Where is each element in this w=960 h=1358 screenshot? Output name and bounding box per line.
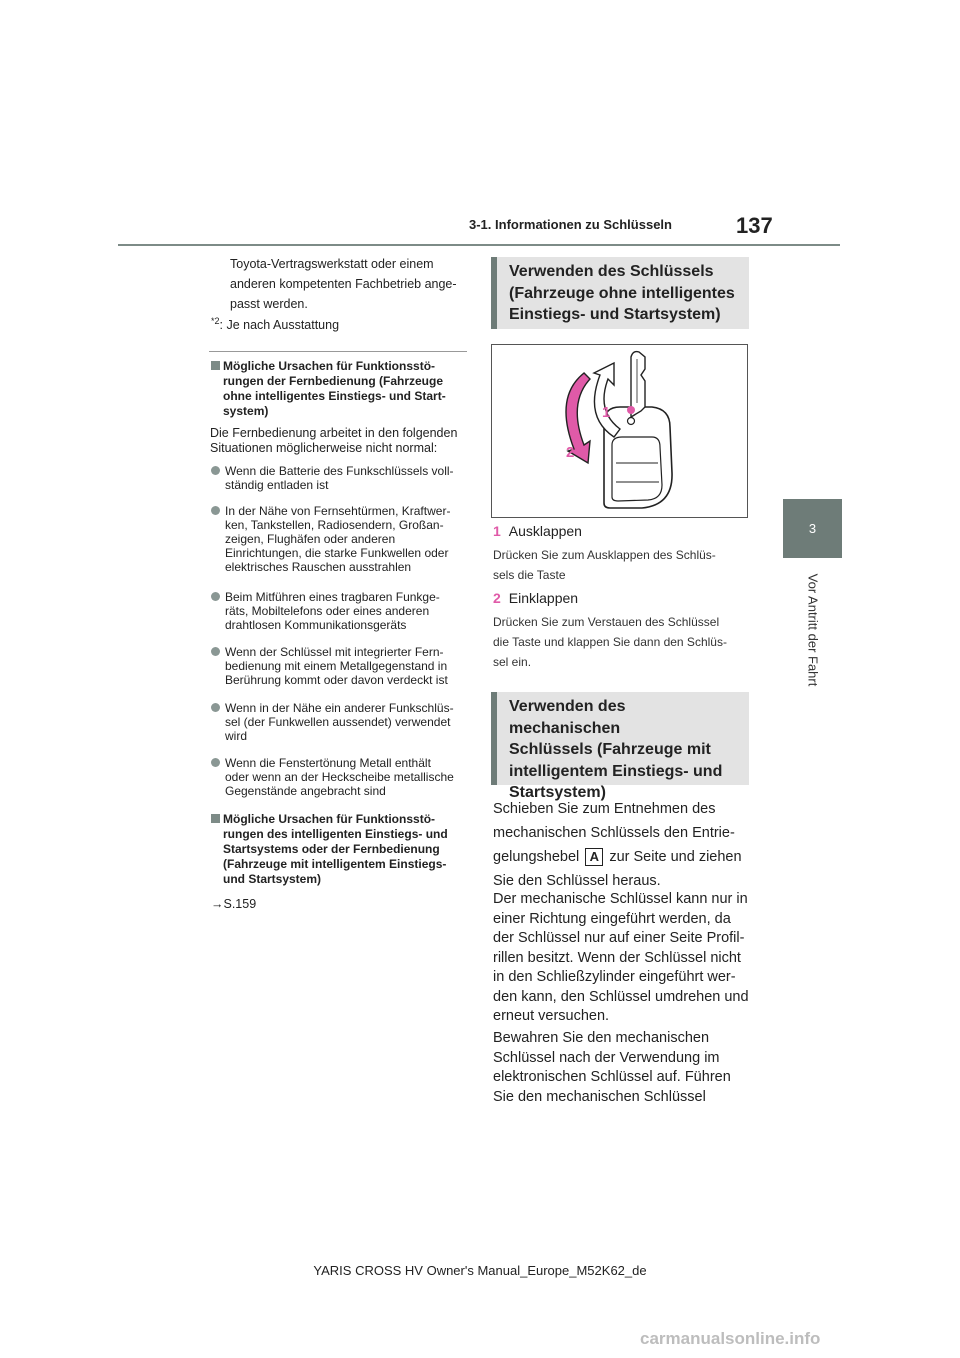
text-line: Beim Mitführen eines tragbaren Funkge- bbox=[225, 590, 440, 604]
unfold-arrow-icon bbox=[594, 363, 620, 437]
flip-key-figure bbox=[492, 345, 747, 517]
step-title: Ausklappen bbox=[508, 523, 582, 539]
heading-line: system) bbox=[223, 404, 269, 418]
section-title: 3-1. Informationen zu Schlüsseln bbox=[469, 217, 672, 232]
button-highlight-icon bbox=[627, 406, 635, 414]
figure-label-2: 2 bbox=[566, 444, 575, 461]
chapter-tab: 3 bbox=[783, 499, 842, 558]
header-rule bbox=[118, 244, 840, 246]
text-line: sels die Taste bbox=[493, 568, 566, 582]
step-number: 2 bbox=[493, 590, 501, 606]
text-line: ken, Tankstellen, Radiosendern, Großan- bbox=[225, 518, 444, 532]
heading-line: Verwenden des Schlüssels bbox=[509, 263, 714, 280]
text-line: erneut versuchen. bbox=[493, 1008, 610, 1024]
chapter-label-text: Vor Antritt der Fahrt bbox=[805, 573, 821, 687]
text-line: Toyota-Vertragswerkstatt oder einem bbox=[230, 257, 434, 271]
page-number: 137 bbox=[736, 213, 773, 238]
list-item bbox=[211, 464, 467, 492]
section-box-heading bbox=[491, 692, 749, 801]
text-line: Drücken Sie zum Ausklappen des Schlüs- bbox=[493, 548, 716, 562]
text-line: ständig entladen ist bbox=[225, 478, 329, 492]
heading-line: ohne intelligentes Einstiegs- und Start- bbox=[223, 389, 446, 403]
document-footer: YARIS CROSS HV Owner's Manual_Europe_M52K62_de bbox=[313, 1263, 647, 1278]
heading-line: Einstiegs- und Startsystem) bbox=[509, 306, 721, 323]
figure-label-1: 1 bbox=[602, 404, 611, 421]
heading-line: Startsystem) bbox=[509, 784, 606, 801]
text-line: Einrichtungen, die starke Funkwellen oder bbox=[225, 546, 449, 560]
list-item bbox=[211, 756, 467, 798]
subsection-heading bbox=[211, 812, 467, 887]
text-line: der Schlüssel nur auf einer Seite Profil- bbox=[493, 930, 745, 946]
chapter-label bbox=[773, 560, 853, 700]
heading-line: rungen des intelligenten Einstiegs- und bbox=[223, 827, 448, 841]
text-line: rillen besitzt. Wenn der Schlüssel nicht bbox=[493, 949, 741, 966]
text-line: elektrisches Rauschen ausstrahlen bbox=[225, 560, 412, 574]
text-line: Wenn die Fenstertönung Metall enthält bbox=[225, 756, 431, 770]
subsection-heading bbox=[211, 359, 467, 419]
label-a-icon: A bbox=[585, 848, 603, 866]
text-line: wird bbox=[225, 729, 248, 743]
text-line: die Taste und klappen Sie dann den Schlüs- bbox=[493, 635, 727, 649]
text-line: Gegenstände angebracht sind bbox=[225, 784, 386, 798]
page-reference: →S.159 bbox=[211, 897, 257, 911]
heading-line: intelligentem Einstiegs- und bbox=[509, 762, 723, 780]
intro-paragraph bbox=[210, 426, 468, 456]
text-line: elektronischen Schlüssel auf. Führen bbox=[493, 1069, 731, 1085]
text-line: Sie den Schlüssel heraus. bbox=[493, 873, 661, 889]
step-title: Einklappen bbox=[508, 590, 579, 606]
step-1-description bbox=[493, 545, 751, 585]
text-line: den kann, den Schlüssel umdrehen und bbox=[493, 988, 749, 1005]
bullet-dot-icon bbox=[211, 506, 220, 515]
step-2-description bbox=[493, 612, 751, 672]
bullet-dot-icon bbox=[211, 703, 220, 712]
text-fragment: gelungshebel bbox=[493, 849, 580, 865]
heading-line: und Startsystem) bbox=[223, 872, 322, 886]
section-divider bbox=[209, 351, 467, 352]
text-line: Berührung kommt oder davon verdeckt ist bbox=[225, 673, 448, 687]
text-line: oder wenn an der Heckscheibe metallische bbox=[225, 770, 454, 784]
bullet-dot-icon bbox=[211, 758, 220, 767]
text-line: mechanischen Schlüssels den Entrie- bbox=[493, 825, 735, 841]
text-line: Die Fernbedienung arbeitet in den folgenden bbox=[210, 426, 458, 440]
section-box-heading bbox=[491, 257, 749, 329]
text-line: Der mechanische Schlüssel kann nur in bbox=[493, 891, 748, 907]
heading-line: Mögliche Ursachen für Funktionsstö- bbox=[223, 359, 436, 373]
text-line: Bewahren Sie den mechanischen bbox=[493, 1030, 710, 1046]
heading-line: rungen der Fernbedienung (Fahrzeuge bbox=[223, 374, 444, 388]
heading-line: (Fahrzeuge ohne intelligentes bbox=[509, 284, 735, 302]
footnote-marker: *2 bbox=[211, 316, 220, 326]
continuation-text bbox=[230, 254, 457, 314]
text-fragment: zur Seite und ziehen bbox=[609, 849, 742, 865]
watermark: carmanualsonline.info bbox=[640, 1329, 821, 1348]
paragraph-insert-key bbox=[493, 890, 755, 1027]
text-line: Sie den mechanischen Schlüssel bbox=[493, 1088, 706, 1105]
key-fob-body bbox=[604, 407, 672, 508]
paragraph-store-key bbox=[493, 1029, 755, 1107]
text-line: Wenn die Batterie des Funkschlüssels voll- bbox=[225, 464, 454, 478]
bullet-dot-icon bbox=[211, 647, 220, 656]
heading-line: Startsystems oder der Fernbedienung bbox=[223, 842, 440, 856]
text-line: drahtlosen Kommunikationsgeräts bbox=[225, 618, 407, 632]
square-bullet-icon bbox=[211, 361, 220, 370]
text-line: anderen kompetenten Fachbetrieb ange- bbox=[230, 277, 457, 291]
text-line: Schlüssel nach der Verwendung im bbox=[493, 1049, 720, 1066]
text-line: Wenn in der Nähe ein anderer Funkschlüs- bbox=[225, 701, 454, 715]
step-number: 1 bbox=[493, 523, 501, 539]
text-line: Situationen möglicherweise nicht normal: bbox=[210, 441, 438, 455]
text-line bbox=[493, 845, 755, 869]
text-line: Wenn der Schlüssel mit integrierter Fern- bbox=[225, 645, 444, 659]
text-line: bedienung mit einem Metallgegenstand in bbox=[225, 659, 448, 673]
text-line: passt werden. bbox=[230, 297, 308, 311]
text-line: sel (der Funkwellen aussendet) verwendet bbox=[225, 715, 451, 729]
square-bullet-icon bbox=[211, 814, 220, 823]
text-line: in den Schließzylinder eingeführt wer- bbox=[493, 969, 736, 985]
heading-line: Mögliche Ursachen für Funktionsstö- bbox=[223, 812, 436, 826]
step-2 bbox=[493, 590, 578, 606]
text-line: Drücken Sie zum Verstauen des Schlüssel bbox=[493, 615, 720, 629]
text-line: In der Nähe von Fernsehtürmen, Kraftwer- bbox=[225, 504, 451, 518]
heading-line: Schlüssels (Fahrzeuge mit bbox=[509, 741, 711, 758]
heading-line: (Fahrzeuge mit intelligentem Einstiegs- bbox=[223, 857, 447, 871]
text-line: räts, Mobiltelefons oder eines anderen bbox=[225, 604, 430, 618]
text-line: zeigen, Flughäfen oder anderen bbox=[225, 532, 396, 546]
bullet-dot-icon bbox=[211, 466, 220, 475]
step-1 bbox=[493, 523, 582, 539]
paragraph-remove-key bbox=[493, 797, 755, 893]
text-line: Schieben Sie zum Entnehmen des bbox=[493, 801, 716, 817]
text-line: einer Richtung eingeführt werden, da bbox=[493, 910, 731, 927]
list-item bbox=[211, 645, 467, 687]
list-item bbox=[211, 701, 467, 743]
key-illustration bbox=[491, 344, 748, 518]
list-item bbox=[211, 504, 467, 574]
heading-line: Verwenden des mechanischen bbox=[509, 698, 626, 737]
footnote bbox=[211, 316, 339, 332]
text-line: sel ein. bbox=[493, 655, 532, 669]
footnote-text: : Je nach Ausstattung bbox=[219, 318, 340, 333]
list-item bbox=[211, 590, 467, 632]
bullet-dot-icon bbox=[211, 592, 220, 601]
